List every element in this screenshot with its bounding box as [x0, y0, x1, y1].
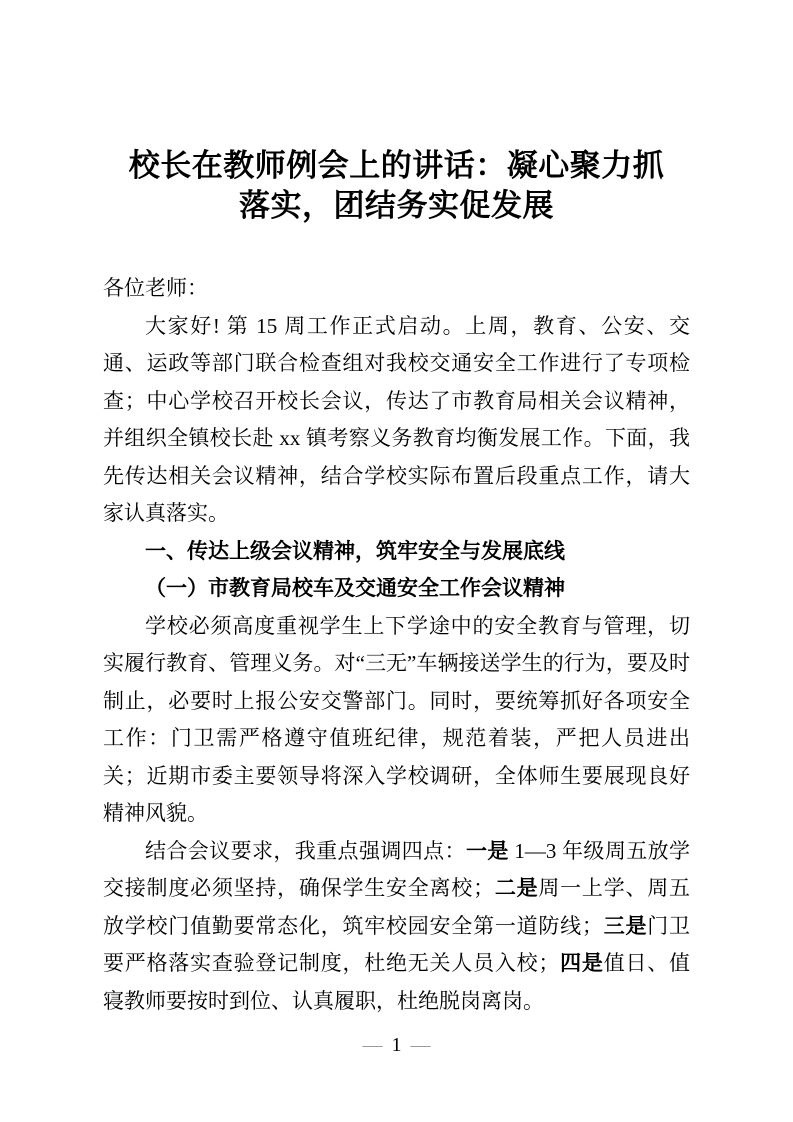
- text-run: 各位老师：: [103, 276, 208, 300]
- paragraph-body: [103, 308, 690, 533]
- page-footer: [0, 1033, 793, 1058]
- paragraph-heading2: [103, 570, 690, 608]
- text-run: （一）市教育局校车及交通安全工作会议精神: [145, 576, 565, 600]
- text-run: 一、传达上级会议精神，筑牢安全与发展底线: [145, 538, 565, 563]
- text-run: 值日、值寝教师要按时到位、认真履职，杜绝脱岗离岗。: [103, 951, 691, 1013]
- page-number: 1: [391, 1034, 402, 1056]
- paragraph-salutation: [103, 270, 690, 308]
- text-run: 学校必须高度重视学生上下学途中的安全教育与管理，切实履行教育、管理义务。对“三无”车辆接送学生的行为，要及时制止，必要时上报公安交警部门。同时，要统筹抓好各项安全工作：门卫需严格遵守值班纪律，规范着装，严把人员进出关；近期市委主要领导将深入学校调研，全体师生要展现良好精神风貌。: [103, 613, 690, 825]
- bold-text-run: 三是: [602, 913, 648, 938]
- footer-dash-left: —: [362, 1034, 383, 1056]
- bold-text-run: 四是: [559, 951, 604, 975]
- text-run: 周一上学、周五放学校门值勤要常态化，筑牢校园安全第一道防线；: [103, 876, 691, 938]
- bold-text-run: 一是: [465, 838, 509, 863]
- text-run: 门卫要严格落实查验登记制度，杜绝无关人员入校；: [103, 913, 691, 975]
- paragraph-body: [103, 833, 690, 1021]
- document-body: [103, 270, 690, 1020]
- footer-dash-right: —: [410, 1034, 431, 1056]
- text-run: 1—3 年级周五放学交接制度必须坚持，确保学生安全离校；: [103, 838, 691, 900]
- text-run: 结合会议要求，我重点强调四点：: [145, 838, 466, 863]
- text-run: 大家好! 第 15 周工作正式启动。上周，教育、公安、交通、运政等部门联合检查组对我校交通安全工作进行了专项检查；中心学校召开校长会议，传达了市教育局相关会议精神，并组织全镇校长赴 xx 镇考察义务教育均衡发展工作。下面，我先传达相关会议精神，结合学校实际布置后段重点工作，请大家认真落实。: [103, 313, 690, 525]
- document-title: 校长在教师例会上的讲话：凝心聚力抓落实，团结务实促发展: [128, 148, 665, 223]
- bold-text-run: 二是: [494, 876, 539, 900]
- paragraph-body: [103, 608, 690, 833]
- paragraph-heading1: [103, 533, 690, 571]
